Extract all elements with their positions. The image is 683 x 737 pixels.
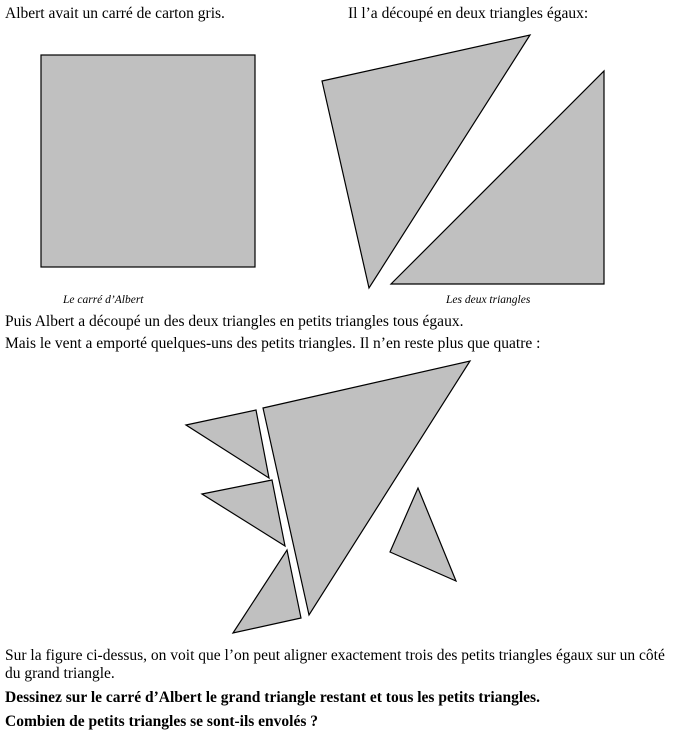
albert-square (41, 55, 255, 267)
caption-triangles: Les deux triangles (446, 294, 531, 306)
caption-square: Le carré d’Albert (63, 294, 144, 306)
body-text-cut: Puis Albert a découpé un des deux triangles en petits triangles tous égaux. (5, 313, 464, 330)
question-observation: Sur la figure ci-dessus, on voit que l’on peut aligner exactement trois des petits triangles égaux sur un côté du grand triangle. (5, 647, 665, 682)
small-triangle-1 (186, 410, 269, 478)
small-triangle-4 (390, 488, 456, 581)
question-ask: Combien de petits triangles se sont-ils envolés ? (5, 713, 319, 730)
small-triangle-3 (233, 550, 301, 633)
intro-text-triangles: Il l’a découpé en deux triangles égaux: (348, 5, 589, 22)
body-text-wind: Mais le vent a emporté quelques-uns des petits triangles. Il n’en reste plus que quatre : (5, 335, 541, 352)
question-task: Dessinez sur le carré d’Albert le grand triangle restant et tous les petits triangles. (5, 689, 540, 706)
big-triangle (263, 361, 470, 615)
small-triangle-2 (202, 480, 285, 546)
intro-text-square: Albert avait un carré de carton gris. (5, 5, 225, 22)
